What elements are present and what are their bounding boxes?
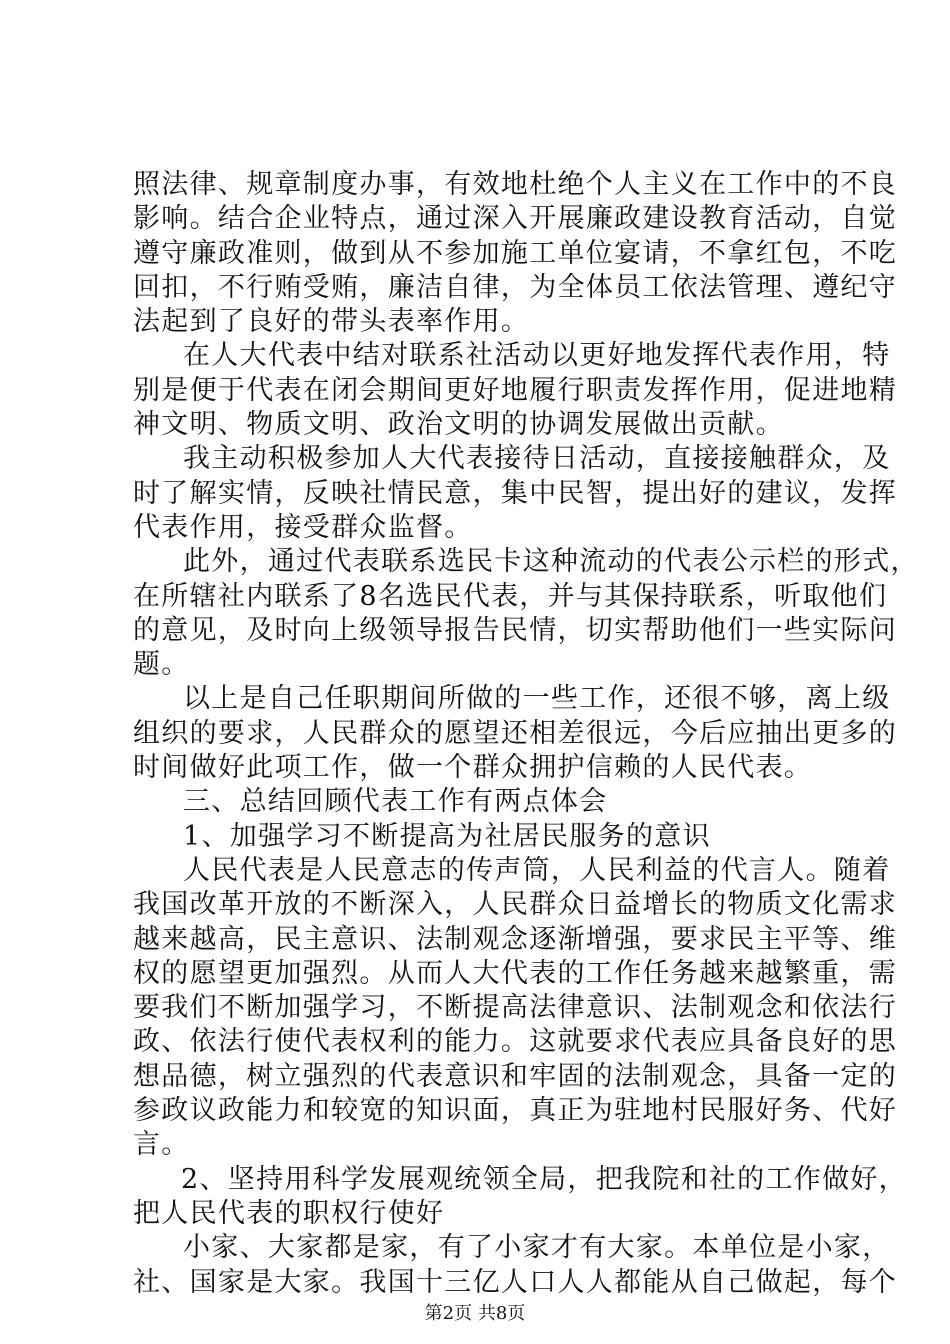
text-line: 时了解实情，反映社情民意，集中民智，提出好的建议，发挥	[133, 477, 898, 509]
subsection-heading: 1、加强学习不断提高为社居民服务的意识	[183, 820, 711, 852]
text-line: 社、国家是大家。我国十三亿人口人人都能从自己做起，每个	[133, 1266, 898, 1298]
paragraph-start-line: 小家、大家都是家，有了小家才有大家。本单位是小家，	[183, 1232, 891, 1264]
text-line: 参政议政能力和较宽的知识面，真正为驻地村民服好务、代好	[133, 1095, 898, 1127]
text-line: 组织的要求，人民群众的愿望还相差很远，今后应抽出更多的	[133, 717, 898, 749]
text-line: 遵守廉政准则，做到从不参加施工单位宴请，不拿红包，不吃	[133, 237, 898, 269]
text-line: 法起到了良好的带头表率作用。	[133, 306, 530, 338]
paragraph-start-line: 以上是自己任职期间所做的一些工作，还很不够，离上级	[183, 683, 891, 715]
subsection-heading: 2、坚持用科学发展观统领全局，把我院和社的工作做好，	[181, 1163, 907, 1195]
text-line: 政、依法行使代表权利的能力。这就要求代表应具备良好的思	[133, 1026, 898, 1058]
text-line: 的意见，及时向上级领导报告民情，切实帮助他们一些实际问	[133, 614, 898, 646]
text-line: 影响。结合企业特点，通过深入开展廉政建设教育活动，自觉	[133, 203, 898, 235]
text-line: 权的愿望更加强烈。从而人大代表的工作任务越来越繁重，需	[133, 957, 898, 989]
text-line: 代表作用，接受群众监督。	[133, 511, 473, 543]
section-heading: 三、总结回顾代表工作有两点体会	[183, 786, 608, 818]
paragraph-start-line: 人民代表是人民意志的传声筒，人民利益的代言人。随着	[183, 854, 891, 886]
text-line: 越来越高，民主意识、法制观念逐渐增强，要求民主平等、维	[133, 923, 898, 955]
text-line: 神文明、物质文明、政治文明的协调发展做出贡献。	[133, 409, 784, 441]
text-line: 要我们不断加强学习，不断提高法律意识、法制观念和依法行	[133, 992, 898, 1024]
text-line: 照法律、规章制度办事，有效地杜绝个人主义在工作中的不良	[133, 169, 898, 200]
text-line: 我国改革开放的不断深入，人民群众日益增长的物质文化需求	[133, 889, 898, 921]
paragraph-start-line: 我主动积极参加人大代表接待日活动，直接接触群众，及	[183, 443, 891, 475]
paragraph-start-line: 在人大代表中结对联系社活动以更好地发挥代表作用，特	[183, 340, 891, 372]
document-body	[133, 168, 919, 1300]
text-line: 想品德，树立强烈的代表意识和牢固的法制观念，具备一定的	[133, 1060, 898, 1092]
paragraph-start-line: 此外，通过代表联系选民卡这种流动的代表公示栏的形式，	[183, 546, 919, 578]
text-line: 题。	[133, 649, 190, 681]
text-line: 在所辖社内联系了8名选民代表，并与其保持联系，听取他们	[133, 580, 888, 612]
subsection-heading-continued: 把人民代表的职权行使好	[133, 1197, 445, 1229]
text-line: 时间做好此项工作，做一个群众拥护信赖的人民代表。	[133, 752, 813, 784]
text-line: 言。	[133, 1129, 190, 1161]
page-number-footer: 第2页 共8页	[424, 1303, 526, 1324]
text-line: 别是便于代表在闭会期间更好地履行职责发挥作用，促进地精	[133, 374, 898, 406]
text-line: 回扣，不行贿受贿，廉洁自律，为全体员工依法管理、遵纪守	[133, 271, 898, 303]
